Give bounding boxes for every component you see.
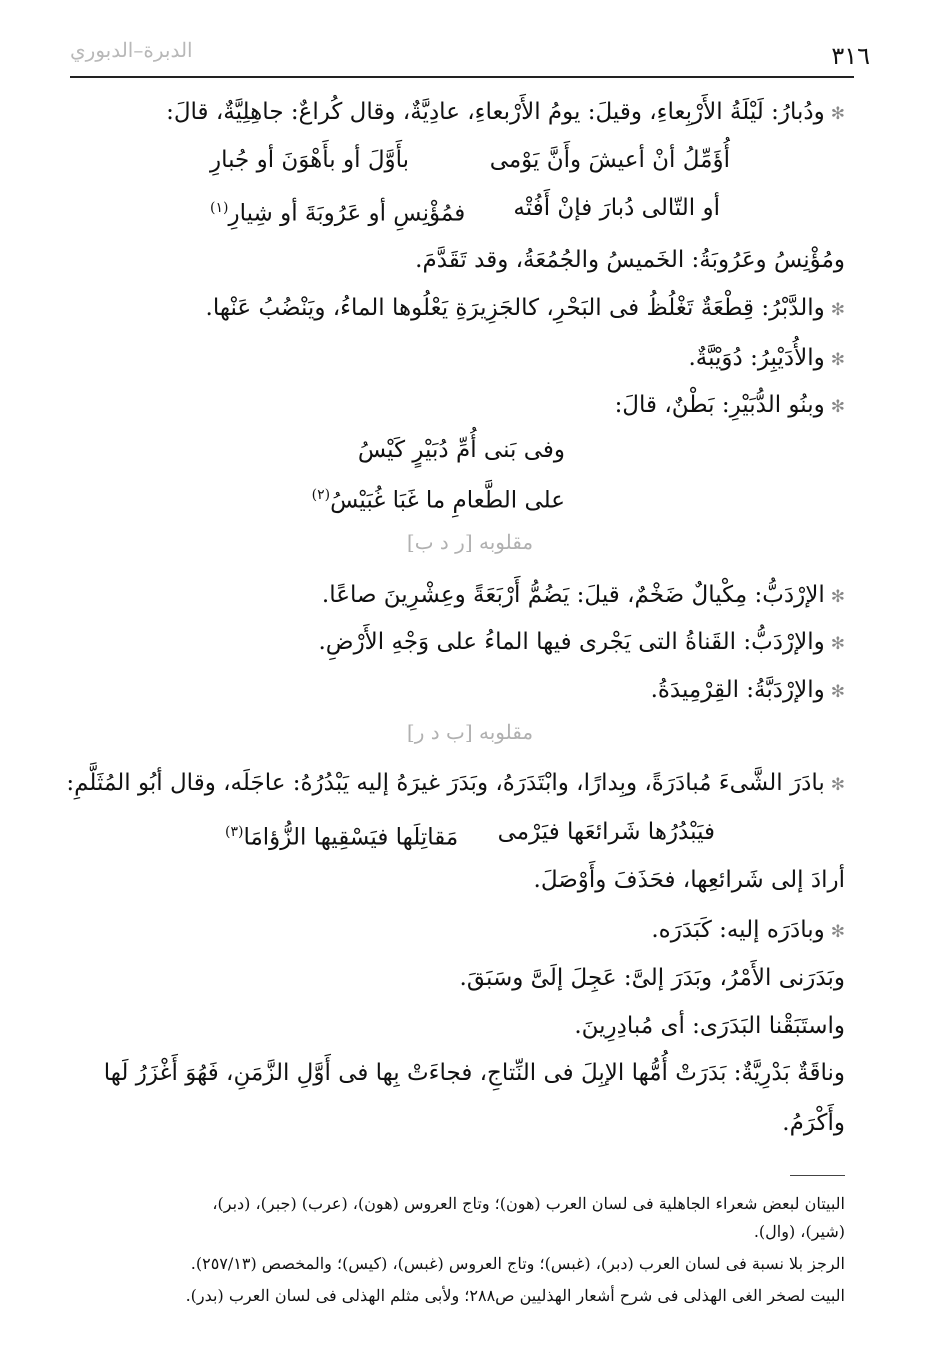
footnote-ref-2: (٢) <box>311 487 331 503</box>
rajaz-line-1: وفى بَنى أُمِّ دُبَيْرٍ كَيْسُ <box>357 437 565 463</box>
footnote-ref-3: (٣) <box>225 824 244 840</box>
entry-text: والإرْدَبَّةُ: القِرْمِيدَةُ. <box>650 677 825 703</box>
sub-entry-continuation: وأَكْرَمُ. <box>782 1110 845 1136</box>
entry-dabr <box>70 288 845 330</box>
entry-text: بادَرَ الشَّىءَ مُبادَرَةً، وبِدارًا، وابْتَدَرَهُ، وبَدَرَ غيرَهُ إليه يَبْدُرُهُ: عاجَلَه، وقال أبُو المُثَلَّمِ: <box>66 770 825 796</box>
entry-text: والإرْدَبُّ: القَناةُ التى يَجْرى فيها الماءُ على وَجْهِ الأَرْضِ. <box>318 629 825 655</box>
verse-text: فمُؤْنِسِ أو عَرُوبَةَ أو شِيارِ <box>228 200 466 227</box>
entry-text: والدَّبْرُ: قِطْعَةٌ تَغْلُظُ فى البَحْرِ، كالجَزِيرَةِ يَعْلُوها الماءُ، ويَنْضُبُ عَنْها. <box>205 295 825 321</box>
entry-text: ودُبارُ: لَيْلَةُ الأَرْبِعاءِ، وقيلَ: يومُ الأَرْبعاءِ، عادِيَّةٌ، وقال كُراعٌ: جاهِلِيَّةٌ، قالَ: <box>166 99 825 125</box>
entry-dubar <box>70 92 845 134</box>
verse-text: على الطَّعامِ ما غَبَا غُبَيْسُ <box>330 487 565 514</box>
entry-irdabba <box>70 670 845 712</box>
asterisk-icon: ✻ <box>830 682 845 702</box>
verse-text: مَقاتِلَها فيَسْقِيها الزُّؤامَا <box>243 824 459 851</box>
sub-entry: واستَبَقْنا البَدَرَى: أى مُبادِرِينَ. <box>574 1013 845 1039</box>
footnote-ref-1: (١) <box>210 200 229 216</box>
footnote-1: البيتان لبعض شعراء الجاهلية فى لسان العرب (هون)؛ وتاج العروس (هون)، (عرب) (جبر)، (دبر)، <box>212 1194 845 1213</box>
section-heading-rdb: مقلوبه [ر د ب] <box>406 530 534 554</box>
entry-text: الإرْدَبُّ: مِكْيالٌ ضَخْمٌ، قيلَ: يَضُمُّ أَرْبَعَةً وعِشْرِينَ صاعًا. <box>321 582 825 608</box>
entry-text: والأُدَيْبِرُ: دُوَيْبَّةٌ. <box>688 345 825 371</box>
footnote-rule <box>790 1175 845 1176</box>
explanation-line: ومُؤْنِسُ وعَرُوبَةُ: الخَميسُ والجُمُعَةُ، وقد تَقَدَّمَ. <box>415 247 845 273</box>
entry-badara <box>60 763 845 805</box>
verse-1-first-hemistich: أُؤَمِّلُ أنْ أعيشَ وأَنَّ يَوْمى <box>489 147 730 173</box>
verse-2-second-hemistich <box>210 188 465 234</box>
asterisk-icon: ✻ <box>830 587 845 607</box>
entry-irdabb <box>70 575 845 617</box>
verse-3-first-hemistich: فيَبْدُرُها شَرائعَها فيَرْمى <box>497 819 715 845</box>
entry-text: وبادَرَه إليه: كَبَدَرَه. <box>651 917 825 943</box>
entry-udaybir <box>70 338 845 380</box>
footnote-2: الرجز بلا نسبة فى لسان العرب (دبر)، (غبس)؛ وتاج العروس (غبس)، (كيس)؛ والمخصص (٢٥٧/١٣). <box>190 1254 845 1273</box>
entry-banu-dubayr <box>70 385 845 427</box>
running-title: الدبرة–الدبوري <box>70 38 193 62</box>
asterisk-icon: ✻ <box>830 104 845 124</box>
rajaz-line-2 <box>312 475 565 521</box>
verse-3-second-hemistich <box>225 812 458 858</box>
header-rule <box>70 76 854 78</box>
sub-entry: وناقَةٌ بَدْرِيَّةٌ: بَدَرَتْ أُمُّها الإبِلَ فى النِّتاجِ، فجاءَتْ بِها فى أَوَّلِ الزَّمَنِ، فَهُوَ أَغْزَرُ لَها <box>103 1060 845 1086</box>
page-number: ٣١٦ <box>831 42 870 70</box>
page-header <box>40 28 870 68</box>
asterisk-icon: ✻ <box>830 397 845 417</box>
asterisk-icon: ✻ <box>830 300 845 320</box>
asterisk-icon: ✻ <box>830 775 845 795</box>
entry-irdabb-2 <box>70 622 845 664</box>
asterisk-icon: ✻ <box>830 634 845 654</box>
verse-2-first-hemistich: أو التّالى دُبارَ فإنْ أَفُتْه <box>513 195 720 221</box>
entry-badarahu <box>70 910 845 952</box>
explanation-line: أرادَ إلى شَرائعِها، فحَذَفَ وأَوْصَلَ. <box>533 867 845 893</box>
entry-text: وبنُو الدُّبَيْرِ: بَطْنٌ، قالَ: <box>614 392 825 418</box>
asterisk-icon: ✻ <box>830 922 845 942</box>
sub-entry: وبَدَرَنى الأَمْرُ، وبَدَرَ إلىَّ: عَجِلَ إلَىَّ وسَبَقَ. <box>459 965 845 991</box>
footnote-1-continued: (شير)، (وال). <box>753 1222 845 1241</box>
footnote-3: البيت لصخر الغى الهذلى فى شرح أشعار الهذليين ص٢٨٨؛ ولأبى مثلم الهذلى فى لسان العرب (بدر). <box>185 1286 845 1305</box>
asterisk-icon: ✻ <box>830 350 845 370</box>
verse-1-second-hemistich: بأَوَّلَ أو بأَهْوَنَ أو جُبارِ <box>210 147 410 173</box>
section-heading-bdr: مقلوبه [ب د ر] <box>406 720 534 744</box>
